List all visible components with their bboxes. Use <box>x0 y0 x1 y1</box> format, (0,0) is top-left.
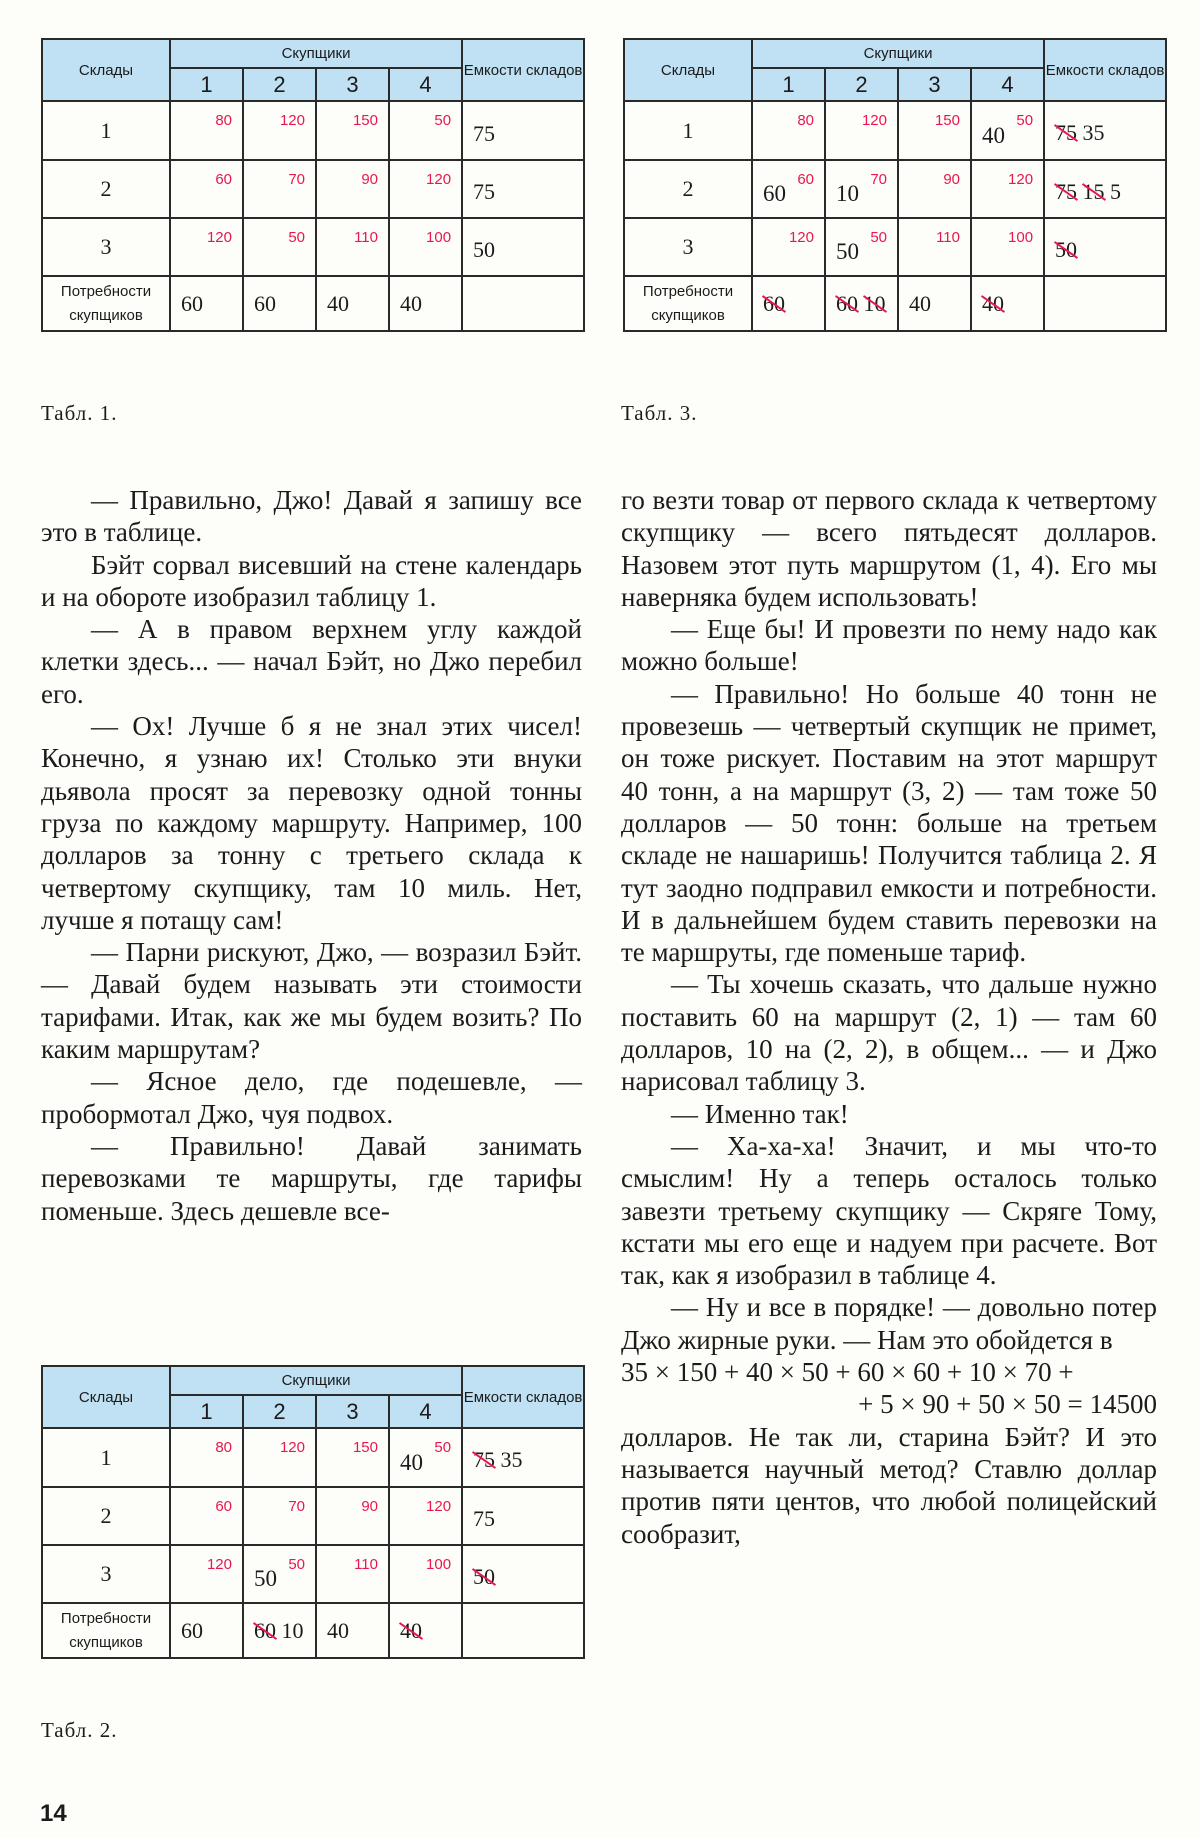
cell-3-1 <box>170 218 243 276</box>
col-number: 3 <box>316 1395 389 1428</box>
current-value: 10 <box>281 1617 304 1643</box>
crossed-value: 60 <box>763 290 785 316</box>
cell-3-2 <box>243 1545 316 1603</box>
paragraph: го везти товар от первого склада к четвертому скупщику — всего пятьдесят долларов. Назовем этот путь маршрутом (1, 4). Его мы наверняка будем использовать! <box>621 485 1157 612</box>
tariff: 150 <box>934 112 960 129</box>
paragraph: — Ясное дело, где подешевле, — пробормотал Джо, чуя подвох. <box>41 1066 582 1129</box>
tariff: 50 <box>288 1556 305 1573</box>
tariff: 60 <box>215 1498 232 1515</box>
table-3-caption: Табл. 3. <box>621 401 698 425</box>
col-number: 4 <box>389 1395 462 1428</box>
tariff: 150 <box>352 1439 378 1456</box>
table-2-caption: Табл. 2. <box>41 1718 118 1742</box>
row-number: 2 <box>42 160 170 218</box>
cell-2-4 <box>389 160 462 218</box>
header-capacity: Емкости складов <box>462 1366 584 1428</box>
paragraph: — Правильно! Давай занимать перевозками те маршруты, где тарифы поменьше. Здесь дешевле все- <box>41 1130 582 1226</box>
crossed-value: 40 <box>400 1617 422 1643</box>
capacity-value: 75 <box>473 121 496 146</box>
formula-line: + 5 × 90 + 50 × 50 = 14500 <box>858 1389 1157 1420</box>
capacity-cell <box>462 1487 584 1545</box>
capacity-cell <box>462 218 584 276</box>
capacity-value: 75 <box>473 1506 496 1531</box>
cell-3-2 <box>825 218 898 276</box>
demand-value: 40 <box>316 1603 389 1658</box>
demand-value: 60 <box>243 276 316 331</box>
demand-value: 60 <box>170 1603 243 1658</box>
current-value: 35 <box>1082 120 1105 145</box>
shipment: 50 <box>254 1566 277 1591</box>
col-number: 1 <box>170 68 243 101</box>
cell-2-2 <box>825 160 898 218</box>
paragraph: Бэйт сорвал висевший на стене календарь и на обороте изобразил таблицу 1. <box>41 549 582 612</box>
paragraph: — Ты хочешь сказать, что дальше нужно поставить 60 на маршрут (2, 1) — там 60 долларов, 10 на (2, 2), в общем... — и Джо нарисовал таблицу 3. <box>621 969 1157 1097</box>
table-1-caption: Табл. 1. <box>41 401 118 425</box>
cell-3-3 <box>316 218 389 276</box>
crossed-value: 75 <box>473 1447 496 1472</box>
demand-value <box>243 1603 316 1658</box>
demand-label <box>624 276 752 331</box>
cell-2-2 <box>243 1487 316 1545</box>
cell-3-3 <box>898 218 971 276</box>
tariff: 110 <box>354 229 378 246</box>
table-2 <box>41 1365 585 1659</box>
cell-2-1 <box>170 160 243 218</box>
tariff: 70 <box>288 171 305 188</box>
header-warehouses: Склады <box>42 39 170 101</box>
crossed-value: 60 <box>254 1617 276 1643</box>
tariff: 120 <box>426 171 452 188</box>
cell-1-1 <box>170 1428 243 1487</box>
tariff: 50 <box>288 229 305 246</box>
capacity-cell <box>1044 218 1166 276</box>
col-number: 1 <box>752 68 825 101</box>
tariff: 50 <box>434 112 452 129</box>
tariff: 120 <box>426 1498 452 1515</box>
empty-cell <box>462 1603 584 1658</box>
cell-1-3 <box>898 101 971 160</box>
tariff: 80 <box>215 112 232 129</box>
tariff: 100 <box>1008 229 1034 246</box>
tariff: 120 <box>861 112 887 129</box>
demand-value <box>389 1603 462 1658</box>
row-number: 2 <box>42 1487 170 1545</box>
cell-2-1 <box>170 1487 243 1545</box>
header-capacity: Емкости складов <box>462 39 584 101</box>
crossed-value: 50 <box>1055 237 1078 262</box>
cell-3-3 <box>316 1545 389 1603</box>
shipment: 60 <box>763 181 786 206</box>
current-value: 35 <box>500 1447 523 1472</box>
tariff: 60 <box>215 171 232 188</box>
paragraph: долларов. Не так ли, старина Бэйт? И это называется научный метод? Ставлю доллар против пяти центов, что любой полицейский сообразит, <box>621 1421 1157 1549</box>
empty-cell <box>462 276 584 331</box>
paragraph: — Парни рискуют, Джо, — возразил Бэйт. — Давай будем называть эти стоимости тарифами. Итак, как же мы будем возить? По каким маршрутам? <box>41 937 582 1065</box>
shipment: 10 <box>836 181 859 206</box>
demand-value: 40 <box>898 276 971 331</box>
capacity-value <box>1055 237 1077 263</box>
right-column <box>621 484 1157 1550</box>
tariff: 120 <box>206 1556 232 1573</box>
tariff: 70 <box>288 1498 305 1515</box>
demand-label-line1: Потребности <box>642 282 734 300</box>
crossed-value: 75 <box>1055 120 1078 145</box>
demand-value: 40 <box>316 276 389 331</box>
capacity-cell <box>1044 160 1166 218</box>
col-number: 2 <box>243 1395 316 1428</box>
paragraph: — Ха-ха-ха! Значит, и мы что-то смыслим! Ну а теперь осталось только завезти третьему скупщику — Скряге Тому, кстати мы его еще и надуем при расчете. Вот так, как я изобразил в таблице 4. <box>621 1130 1157 1291</box>
cell-2-4 <box>389 1487 462 1545</box>
capacity-cell <box>462 1545 584 1603</box>
cell-2-3 <box>316 160 389 218</box>
crossed-value: 60 <box>836 290 858 316</box>
tariff: 100 <box>426 1556 452 1573</box>
col-number: 1 <box>170 1395 243 1428</box>
current-value: 5 <box>1110 179 1122 204</box>
capacity-cell <box>462 101 584 160</box>
cell-3-4 <box>971 218 1044 276</box>
demand-value <box>752 276 825 331</box>
demand-label-line1: Потребности <box>60 1609 152 1627</box>
tariff: 50 <box>870 229 887 246</box>
header-buyers: Скупщики <box>752 39 1044 68</box>
tariff: 60 <box>797 171 814 188</box>
demand-value: 40 <box>389 276 462 331</box>
capacity-value <box>1055 179 1121 205</box>
demand-label-line2: скупщиков <box>69 1633 143 1651</box>
header-buyers: Скупщики <box>170 1366 462 1395</box>
cell-1-3 <box>316 1428 389 1487</box>
cell-2-3 <box>316 1487 389 1545</box>
cell-1-1 <box>170 101 243 160</box>
header-buyers: Скупщики <box>170 39 462 68</box>
cell-1-4 <box>389 1428 462 1487</box>
paragraph: — Ну и все в порядке! — довольно потер Джо жирные руки. — Нам это обойдется в <box>621 1292 1157 1355</box>
cell-3-2 <box>243 218 316 276</box>
demand-label <box>42 1603 170 1658</box>
tariff: 90 <box>943 171 960 188</box>
row-number: 3 <box>42 1545 170 1603</box>
row-number: 3 <box>624 218 752 276</box>
cell-1-2 <box>243 101 316 160</box>
formula-line: 35 × 150 + 40 × 50 + 60 × 60 + 10 × 70 + <box>621 1357 1074 1388</box>
empty-cell <box>1044 276 1166 331</box>
col-number: 2 <box>825 68 898 101</box>
tariff: 100 <box>426 229 452 246</box>
row-number: 3 <box>42 218 170 276</box>
capacity-cell <box>462 160 584 218</box>
row-number: 1 <box>624 101 752 160</box>
tariff: 150 <box>352 112 378 129</box>
col-number: 4 <box>389 68 462 101</box>
capacity-value <box>473 1564 495 1590</box>
row-number: 1 <box>42 1428 170 1487</box>
cell-2-4 <box>971 160 1044 218</box>
cell-3-1 <box>752 218 825 276</box>
paragraph: — Правильно! Но больше 40 тонн не провезешь — четвертый скупщик не примет, он тоже рискует. Поставим на этот маршрут 40 тонн, а на маршрут (3, 2) — там тоже 50 долларов — 50 тонн: больше на третьем складе не нашаришь! Получится таблица 2. Я тут заодно подправил емкости и потребности. И в дальнейшем будем ставить перевозки на те маршруты, где поменьше тариф. <box>621 678 1157 968</box>
cell-3-4 <box>389 1545 462 1603</box>
cell-2-2 <box>243 160 316 218</box>
paragraph: — А в правом верхнем углу каждой клетки здесь... — начал Бэйт, но Джо перебил его. <box>41 614 582 709</box>
cell-2-3 <box>898 160 971 218</box>
tariff: 120 <box>788 229 814 246</box>
cell-1-4 <box>971 101 1044 160</box>
crossed-value: 40 <box>982 290 1004 316</box>
paragraph: — Правильно, Джо! Давай я запишу все это в таблице. <box>41 485 582 548</box>
cell-1-2 <box>243 1428 316 1487</box>
tariff: 120 <box>279 112 305 129</box>
tariff: 80 <box>215 1439 232 1456</box>
shipment: 50 <box>836 239 859 264</box>
tariff: 90 <box>361 1498 378 1515</box>
header-capacity: Емкости складов <box>1044 39 1166 101</box>
cell-3-1 <box>170 1545 243 1603</box>
tariff: 120 <box>206 229 232 246</box>
row-number: 1 <box>42 101 170 160</box>
demand-label-line1: Потребности <box>60 282 152 300</box>
paragraph: — Именно так! <box>671 1098 849 1129</box>
capacity-value <box>1055 120 1105 146</box>
crossed-value: 50 <box>473 1564 496 1589</box>
tariff: 120 <box>279 1439 305 1456</box>
demand-value <box>971 276 1044 331</box>
row-number: 2 <box>624 160 752 218</box>
tariff: 120 <box>1008 171 1034 188</box>
table-3 <box>623 38 1167 332</box>
paragraph: — Еще бы! И провезти по нему надо как можно больше! <box>621 614 1157 677</box>
cell-3-4 <box>389 218 462 276</box>
col-number: 3 <box>316 68 389 101</box>
capacity-value: 50 <box>473 237 496 262</box>
cell-1-1 <box>752 101 825 160</box>
demand-label-line2: скупщиков <box>69 306 143 324</box>
capacity-cell <box>462 1428 584 1487</box>
tariff: 110 <box>936 229 960 246</box>
page-number: 14 <box>40 1800 67 1827</box>
crossed-value: 15 <box>1082 179 1105 204</box>
tariff: 80 <box>797 112 814 129</box>
left-column <box>41 484 582 1227</box>
capacity-value <box>473 1447 523 1473</box>
table-1 <box>41 38 585 332</box>
shipment: 40 <box>982 123 1005 148</box>
col-number: 2 <box>243 68 316 101</box>
col-number: 3 <box>898 68 971 101</box>
tariff: 70 <box>870 171 887 188</box>
paragraph: — Ох! Лучше б я не знал этих чисел! Конечно, я узнаю их! Столько эти внуки дьявола просят за перевозку одной тонны груза по каждому маршруту. Например, 100 долларов за тонну с третьего склада к четвертому скупщику, там 10 миль. Нет, лучше я потащу сам! <box>41 711 582 935</box>
cell-1-3 <box>316 101 389 160</box>
demand-value <box>825 276 898 331</box>
tariff: 90 <box>361 171 378 188</box>
capacity-cell <box>1044 101 1166 160</box>
demand-value: 60 <box>170 276 243 331</box>
cell-1-4 <box>389 101 462 160</box>
header-warehouses: Склады <box>624 39 752 101</box>
demand-label-line2: скупщиков <box>651 306 725 324</box>
crossed-value: 10 <box>863 290 886 316</box>
tariff: 50 <box>434 1439 452 1456</box>
header-warehouses: Склады <box>42 1366 170 1428</box>
shipment: 40 <box>400 1450 423 1475</box>
tariff: 110 <box>354 1556 378 1573</box>
cell-1-2 <box>825 101 898 160</box>
tariff: 50 <box>1016 112 1034 129</box>
demand-label <box>42 276 170 331</box>
cell-2-1 <box>752 160 825 218</box>
col-number: 4 <box>971 68 1044 101</box>
capacity-value: 75 <box>473 179 496 204</box>
crossed-value: 75 <box>1055 179 1078 204</box>
